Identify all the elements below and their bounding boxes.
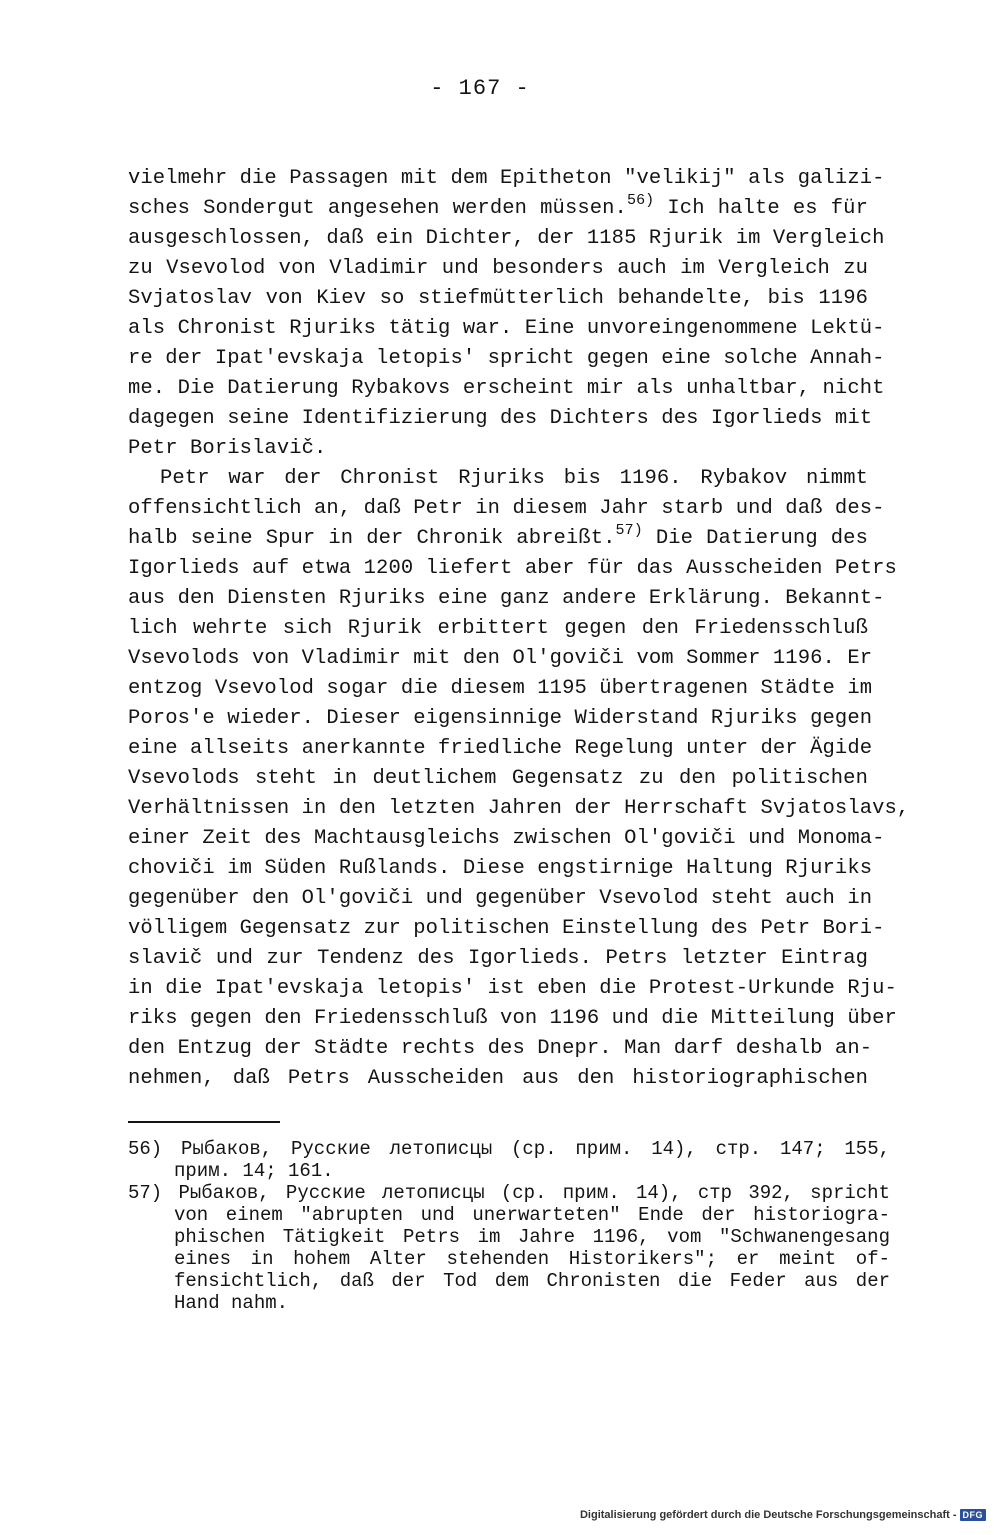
text-line: aus den Diensten Rjuriks eine ganz andere Erklärung. Bekannt- — [128, 587, 885, 610]
dfg-logo-icon: DFG — [960, 1509, 987, 1521]
text-line: Svjatoslav von Kiev so stiefmütterlich behandelte, bis 1196 — [128, 287, 868, 310]
text-line: lich wehrte sich Rjurik erbittert gegen den Friedensschluß — [128, 617, 868, 640]
text-line: eine allseits anerkannte friedliche Regelung unter der Ägide — [128, 737, 873, 760]
text-line: Petr Borislavič. — [128, 437, 327, 460]
footnote-line: von einem "abrupten und unerwarteten" Ende der historiogra- — [174, 1204, 890, 1226]
text-line: vielmehr die Passagen mit dem Epitheton "velikij" als galizi- — [128, 167, 885, 190]
text-line: me. Die Datierung Rybakovs erscheint mir als unhaltbar, nicht — [128, 377, 885, 400]
text-line: zu Vsevolod von Vladimir und besonders auch im Vergleich zu — [128, 257, 868, 280]
text-line: Petr war der Chronist Rjuriks bis 1196. Rybakov nimmt — [160, 467, 868, 490]
text-line: halb seine Spur in der Chronik abreißt.$^{57)}$ Die Datierung des — [128, 522, 868, 550]
footnote-line: Hand nahm. — [174, 1292, 289, 1314]
text-line: slavič und zur Tendenz des Igorlieds. Petrs letzter Eintrag — [128, 947, 868, 970]
text-line: entzog Vsevolod sogar die diesem 1195 übertragenen Städte im — [128, 677, 873, 700]
funding-credit-text: Digitalisierung gefördert durch die Deutsche Forschungsgemeinschaft - — [579, 1509, 957, 1521]
text-line: den Entzug der Städte rechts des Dnepr. Man darf deshalb an- — [128, 1037, 873, 1060]
text-line: nehmen, daß Petrs Ausscheiden aus den historiographischen — [128, 1067, 868, 1090]
funding-credit — [580, 1509, 986, 1521]
page-number: - 167 - — [430, 76, 530, 101]
text-line: völligem Gegensatz zur politischen Einstellung des Petr Bori- — [128, 917, 885, 940]
footnotes — [128, 1138, 890, 1314]
text-line: choviči im Süden Rußlands. Diese engstirnige Haltung Rjuriks — [128, 857, 873, 880]
footnote-line: 56) Рыбаков, Русские летописцы (ср. прим. 14), стр. 147; 155, — [128, 1138, 890, 1160]
text-line: Poros'e wieder. Dieser eigensinnige Widerstand Rjuriks gegen — [128, 707, 873, 730]
text-line: ausgeschlossen, daß ein Dichter, der 1185 Rjurik im Vergleich — [128, 227, 885, 250]
text-line: dagegen seine Identifizierung des Dichters des Igorlieds mit — [128, 407, 873, 430]
footnote-ref-57: 57) — [615, 522, 643, 539]
text-line: re der Ipat'evskaja letopis' spricht gegen eine solche Annah- — [128, 347, 885, 370]
text-line: Igorlieds auf etwa 1200 liefert aber für das Ausscheiden Petrs — [128, 557, 897, 580]
text-line: gegenüber den Ol'goviči und gegenüber Vsevolod steht auch in — [128, 887, 873, 910]
footnote-line: eines in hohem Alter stehenden Historikers"; er meint of- — [174, 1248, 890, 1270]
footnote-ref-56: 56) — [626, 192, 655, 209]
text-line: Vsevolods steht in deutlichem Gegensatz zu den politischen — [128, 767, 868, 790]
footnote-line: fensichtlich, daß der Tod dem Chronisten die Feder aus der — [174, 1270, 890, 1292]
footnote-line: 57) Рыбаков, Русские летописцы (ср. прим. 14), стр 392, spricht — [128, 1182, 890, 1204]
text-line: riks gegen den Friedensschluß von 1196 und die Mitteilung über — [128, 1007, 897, 1030]
text-line: offensichtlich an, daß Petr in diesem Jahr starb und daß des- — [128, 497, 885, 520]
footnote-line: phischen Tätigkeit Petrs im Jahre 1196, vom "Schwanengesang — [174, 1226, 890, 1248]
text-line: sches Sondergut angesehen werden müssen.$^{56)}$ Ich halte es für — [128, 192, 868, 220]
footnote-line: прим. 14; 161. — [174, 1160, 334, 1182]
text-line: Vsevolods von Vladimir mit den Ol'goviči vom Sommer 1196. Er — [128, 647, 873, 670]
footnote-divider — [128, 1121, 280, 1123]
body-text — [128, 164, 910, 1094]
text-line: einer Zeit des Machtausgleichs zwischen Ol'goviči und Monoma- — [128, 827, 885, 850]
text-line: als Chronist Rjuriks tätig war. Eine unvoreingenommene Lektü- — [128, 317, 885, 340]
text-line: Verhältnissen in den letzten Jahren der Herrschaft Svjatoslavs, — [128, 797, 910, 820]
text-line: in die Ipat'evskaja letopis' ist eben die Protest-Urkunde Rju- — [128, 977, 897, 1000]
